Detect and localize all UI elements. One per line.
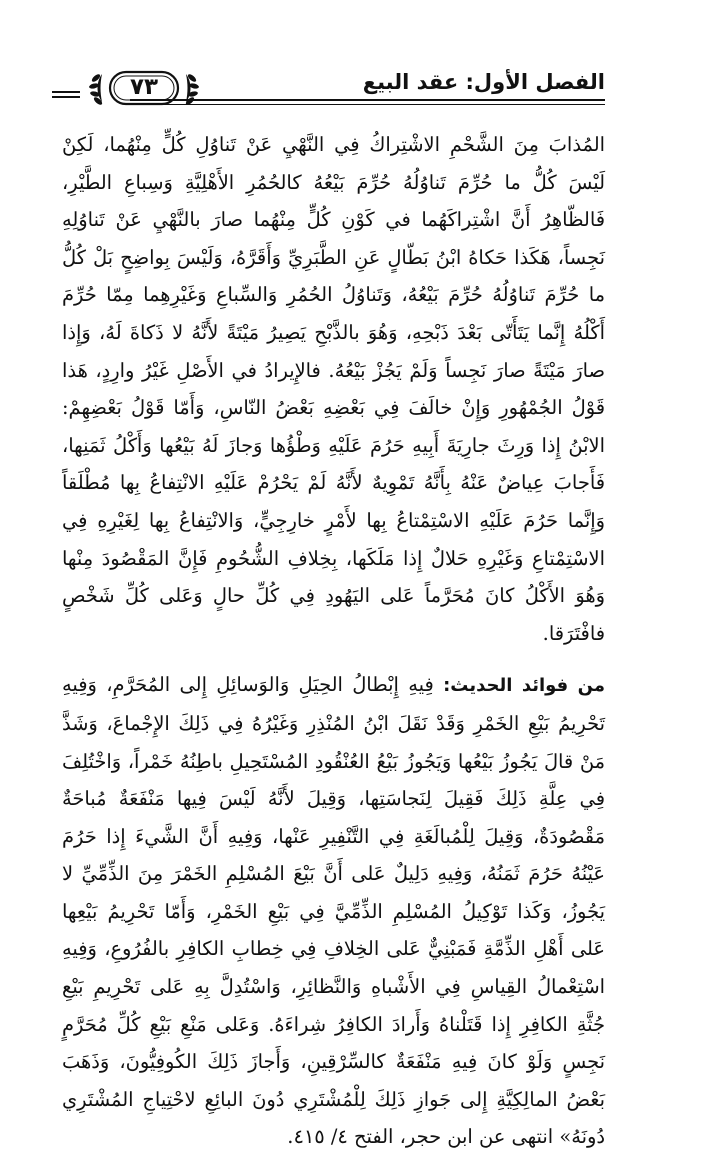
page-number: ٧٣ [129,74,159,100]
page-number-ornament [88,66,200,110]
body-text [62,126,605,1156]
paragraph-2-text: فِيهِ إِبْطالُ الحِيَلِ وَالوَسائِلِ إِلى المُحَرَّمِ، وَفِيهِ تَحْرِيمُ بَيْعِ الخَمْرِ وَقَدْ نَقَلَ ابْنُ المُنْذِرِ وَغَيْرُهُ فِي ذَلِكَ الإِجْماعَ، وَشَذَّ مَنْ قالَ يَجُوزُ بَيْعُها وَيَجُوزُ بَيْعُ العُنْقُودِ المُسْتَحِيلِ باطِنُهُ خَمْراً، وَاخْتُلِفَ فِي عِلَّةِ ذَلِكَ فَقِيلَ لِنَجاسَتِها، وَقِيلَ لأَنَّهُ لَيْسَ فِيها مَنْفَعَةٌ مُباحَةٌ مَقْصُودَةٌ، وَقِيلَ لِلْمُبالَغَةِ فِي التَّنْفِيرِ عَنْها، وَفِيهِ أَنَّ الشَّيءَ إِذا حَرُمَ عَيْنُهُ حَرُمَ ثَمَنُهُ، وَفِيهِ دَلِيلٌ عَلى أَنَّ بَيْعَ المُسْلِمِ الخَمْرَ مِنَ الذِّمِّيِّ لا يَجُوزُ، وَكَذا تَوْكِيلُ المُسْلِمِ الذِّمِّيَّ فِي بَيْعِ الخَمْرِ، وَأَمّا تَحْرِيمُ بَيْعِها عَلى أَهْلِ الذِّمَّةِ فَمَبْنِيٌّ عَلى الخِلافِ فِي خِطابِ الكافِرِ بالفُرُوعِ، وَفِيهِ اسْتِعْمالُ القِياسِ فِي الأَشْباهِ وَالنَّظائِرِ، وَاسْتُدِلَّ بِهِ عَلى تَحْرِيمِ بَيْعِ جُثَّةِ الكافِرِ إِذا قَتَلْناهُ وَأَرادَ الكافِرُ شِراءَهُ. وَعَلى مَنْعِ بَيْعِ كُلِّ مُحَرَّمٍ نَجِسٍ وَلَوْ كانَ فِيهِ مَنْفَعَةٌ كالسِّرْقِينِ، وَأَجازَ ذَلِكَ الكُوفِيُّونَ، وَذَهَبَ بَعْضُ المالِكِيَّةِ إِلى جَوازِ ذَلِكَ لِلْمُشْتَرِي دُونَ البائِعِ لاحْتِياجِ المُشْتَرِي دُونَهُ» انتهى عن ابن حجر، الفتح ٤/ ٤١٥. [62,673,605,1149]
header-end-bars [52,91,80,105]
section-lead: من فوائد الحديث: [443,675,605,697]
running-header [52,58,605,114]
header-rule [130,99,605,101]
header-rule-thin [130,104,605,105]
paragraph-2 [62,666,605,1156]
chapter-title: الفصل الأول: عقد البيع [362,70,605,94]
paragraph-1: المُذابَ مِنَ الشَّحْمِ الاشْتِراكُ فِي النَّهْيِ عَنْ تَناوُلِ كُلٍّ مِنْهُما، لَكِنْ لَيْسَ كُلُّ ما حُرِّمَ تَناوُلُهُ حُرِّمَ بَيْعُهُ كالحُمُرِ الأَهْلِيَّةِ وَسِباعِ الطَّيْرِ، فَالظّاهِرُ أَنَّ اشْتِراكَهُما في كَوْنِ كُلٍّ مِنْهُما صارَ بالنَّهْيِ عَنْ تَناوُلِهِ نَجِساً، هَكَذا حَكاهُ ابْنُ بَطّالٍ عَنِ الطَّبَرِيِّ وَأَقَرَّهُ، وَلَيْسَ بِواضِحٍ بَلْ كُلُّ ما حُرِّمَ تَناوُلُهُ حُرِّمَ بَيْعُهُ، وَتَناوُلُ الحُمُرِ وَالسِّباعِ وَغَيْرِهِما مِمّا حُرِّمَ أَكْلُهُ إِنَّما يَتَأَتّى بَعْدَ ذَبْحِهِ، وَهُوَ بالذَّبْحِ يَصِيرُ مَيْتَةً لأَنَّهُ لا ذَكاةَ لَهُ، وَإِذا صارَ مَيْتَةً صارَ نَجِساً وَلَمْ يَجُزْ بَيْعُهُ. فالإِيرادُ في الأَصْلِ غَيْرُ وارِدٍ، هَذا قَوْلُ الجُمْهُورِ وَإِنْ خالَفَ فِي بَعْضِهِ بَعْضُ النّاسِ، وَأَمّا قَوْلُ بَعْضِهِمْ: الابْنُ إِذا وَرِثَ جارِيَةَ أَبِيهِ حَرُمَ عَلَيْهِ وَطْؤُها وَجازَ لَهُ بَيْعُها وَأَكْلُ ثَمَنِها، فَأَجابَ عِياضٌ عَنْهُ بِأَنَّهُ تَمْوِيهٌ لأَنَّهُ لَمْ يَحْرُمْ عَلَيْهِ الانْتِفاعُ بِها مُطْلَقاً وَإِنَّما حَرُمَ عَلَيْهِ الاسْتِمْتاعُ بِها لأَمْرٍ خارِجِيٍّ، وَالانْتِفاعُ بِها لِغَيْرِهِ فِي الاسْتِمْتاعِ وَغَيْرِهِ حَلالٌ إِذا مَلَكَها، بِخِلافِ الشُّحُومِ فَإِنَّ المَقْصُودَ مِنْها وَهُوَ الأَكْلُ كانَ مُحَرَّماً عَلى اليَهُودِ فِي كُلِّ حالٍ وَعَلى كُلِّ شَخْصٍ فافْتَرَقا. [62,133,605,645]
